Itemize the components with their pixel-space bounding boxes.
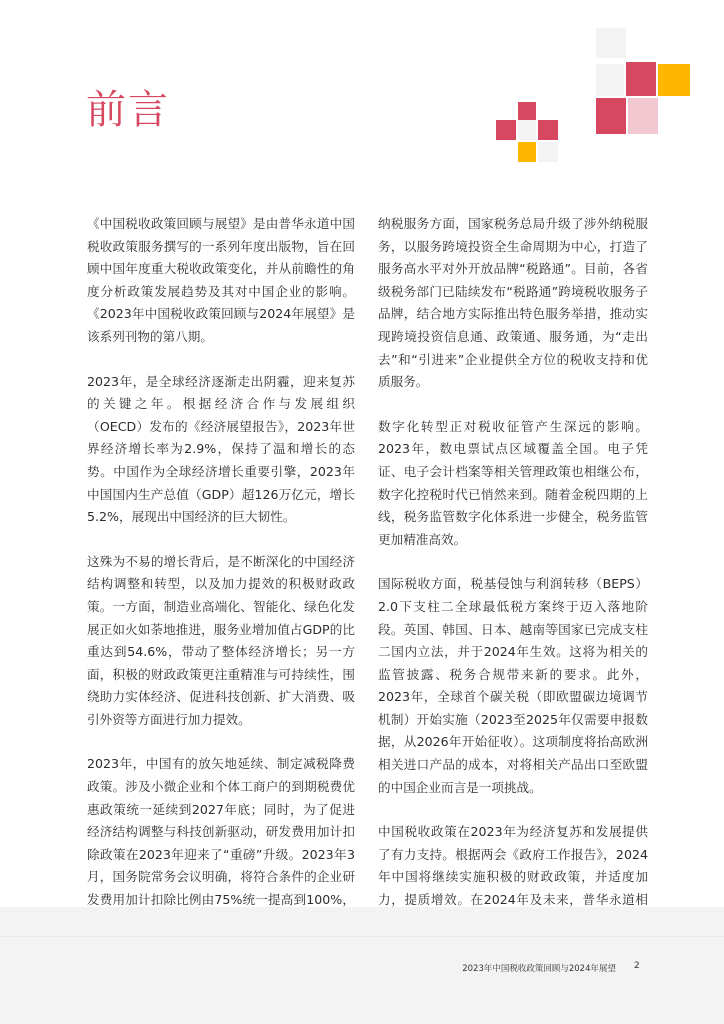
paragraph-outlook: 中国税收政策在2023年为经济复苏和发展提供了有力支持。根据两会《政府工作报告》，2024年中国将继续实施积极的财政政策，并适度加力，提质增效。在2024年及未来，普华永道相 [378, 824, 648, 908]
paragraph-digital: 数字化转型正对税收征管产生深远的影响。2023年，数电票试点区域覆盖全国。电子凭证、电子会计档案等相关管理政策也相继公布，数字化控税时代已悄然来到。随着金税四期的上线，税务监管数字化体系进一步健全，税务监管更加精准高效。 [378, 418, 648, 547]
paragraph-economy: 2023年，是全球经济逐渐走出阴霾，迎来复苏的关键之年。根据经济合作与发展组织（OECD）发布的《经济展望报告》，2023年世界经济增长率为2.9%，保持了温和增长的态势。中国作为全球经济增长重要引擎，2023年中国国内生产总值（GDP）超126万亿元，增长5.2%，展现出中国经济的巨大韧性。 [87, 373, 355, 525]
left-column [87, 213, 355, 956]
paragraph-intro: 《中国税收政策回顾与展望》是由普华永道中国税收政策服务撰写的一系列年度出版物，旨在回顾中国年度重大税收政策变化，并从前瞻性的角度分析政策发展趋势及其对中国企业的影响。《2023年中国税收政策回顾与2024年展望》是该系列刊物的第八期。 [87, 216, 355, 344]
right-column [378, 213, 648, 979]
decorative-squares [496, 28, 696, 168]
page-title: 前言 [86, 87, 170, 133]
paragraph-tax-reduction: 2023年，中国有的放矢地延续、制定减税降费政策。涉及小微企业和个体工商户的到期税费优惠政策统一延续到2027年底；同时，为了促进经济结构调整与科技创新驱动，研发费用加计扣除政策在2023年迎来了“重磅”升级。2023年3月，国务院常务会议明确，将符合条件的企业研发费用加计扣除比例由75%统一提高到100%， [87, 756, 355, 908]
paragraph-international: 国际税收方面，税基侵蚀与利润转移（BEPS）2.0下支柱二全球最低税方案终于迈入落地阶段。英国、韩国、日本、越南等国家已完成支柱二国内立法，并于2024年生效。这将为相关的监管披露、税务合规带来新的要求。此外，2023年，全球首个碳关税（即欧盟碳边境调节机制）开始实施（2023至2025年仅需要申报数据，从2026年开始征收）。这项制度将抬高欧洲相关进口产品的成本，对将相关产品出口至欧盟的中国企业而言是一项挑战。 [378, 576, 648, 795]
deco-square-pink-4 [496, 120, 516, 140]
deco-square-yellow-1 [658, 64, 690, 96]
page-number: 2 [634, 961, 640, 971]
deco-square-pink-1 [626, 62, 656, 96]
deco-square-pink-5 [538, 120, 558, 140]
deco-square-pink-3 [518, 102, 536, 120]
footer-divider [0, 936, 724, 937]
footer-publication-title: 2023年中国税收政策回顾与2024年展望 [462, 964, 616, 974]
deco-square-light-4 [538, 142, 558, 162]
deco-square-yellow-2 [518, 142, 536, 162]
paragraph-fiscal-policy: 这殊为不易的增长背后，是不断深化的中国经济结构调整和转型，以及加力提效的积极财政政策。一方面，制造业高端化、智能化、绿色化发展正如火如荼地推进，服务业增加值占GDP的比重达到54.6%，带动了整体经济增长；另一方面，积极的财政政策更注重精准与可持续性，围绕助力实体经济、促进科技创新、扩大消费、吸引外资等方面进行加力提效。 [87, 553, 355, 727]
deco-square-pink-2 [596, 98, 626, 134]
paragraph-tax-service: 纳税服务方面，国家税务总局升级了涉外纳税服务，以服务跨境投资全生命周期为中心，打造了服务高水平对外开放品牌“税路通”。目前，各省级税务部门已陆续发布“税路通”跨境税收服务子品牌，结合地方实际推出特色服务举措，推动实现跨境投资信息通、政策通、服务通，为“走出去”和“引进来”企业提供全方位的税收支持和优质服务。 [378, 216, 648, 390]
deco-square-lightpink-1 [628, 98, 658, 134]
deco-square-light-1 [596, 28, 626, 58]
deco-square-light-3 [518, 120, 536, 140]
deco-square-light-2 [596, 64, 624, 96]
